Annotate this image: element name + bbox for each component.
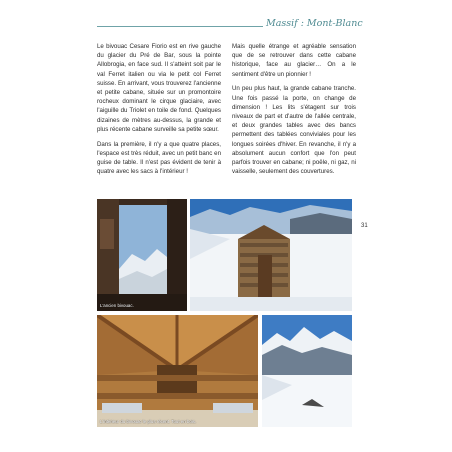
photo-mountain-view [262,315,352,427]
photo-old-hut-snow [190,199,352,311]
paragraph: Dans la première, il n'y a que quatre places, l'espace est très réduit, avec un petit banc en guise de table. Il n'est pas évident de tenir à quatre avec les sacs à l'intérieur ! [97,140,221,176]
paragraph: Un peu plus haut, la grande cabane tranche. Une fois passé la porte, on change de dimension ! Les lits s'étagent sur trois niveaux de part et d'autre de l'allée centrale, et deux grandes tables avec des bancs permettent des tablées conviviales pour les longues soirées d'hiver. En revanche, il n'y a absolument aucun confort que l'on peut parfois trouver en cabane; ni poêle, ni gaz, ni vaisselle, seulement des couvertures. [232,85,356,176]
text-column-left [97,42,221,182]
photo-caption: L'ancien bivouac. [100,303,134,308]
section-title: Massif : Mont-Blanc [266,18,363,29]
photo-caption: L'intérieur du bivouac le plus récent. Tout en bois. [100,419,197,424]
header-rule [97,26,263,27]
paragraph: Mais quelle étrange et agréable sensation que de se retrouver dans cette cabane historique, face au glacier… On a le sentiment d'être un pionnier ! [232,43,356,78]
photo-new-hut-interior [97,315,258,427]
text-column-right [232,42,356,182]
page-number: 31 [361,223,368,229]
paragraph: Le bivouac Cesare Fiorio est en rive gauche du glacier du Pré de Bar, sous la pointe Allobrogia, en face sud. Il s'atteint soit par le val Ferret italien ou via le petit col Ferret suisse. En arrivant, vous trouverez l'ancienne et petite cabane, située sur un promontoire rocheux dominant le cirque glaciaire, avec l'aiguille du Triolet en toile de fond. Quelques dizaines de mètres au-dessus, la grande et plus récente cabane surveille sa petite sœur. [97,43,221,133]
photo-old-hut-doorway [97,199,187,311]
